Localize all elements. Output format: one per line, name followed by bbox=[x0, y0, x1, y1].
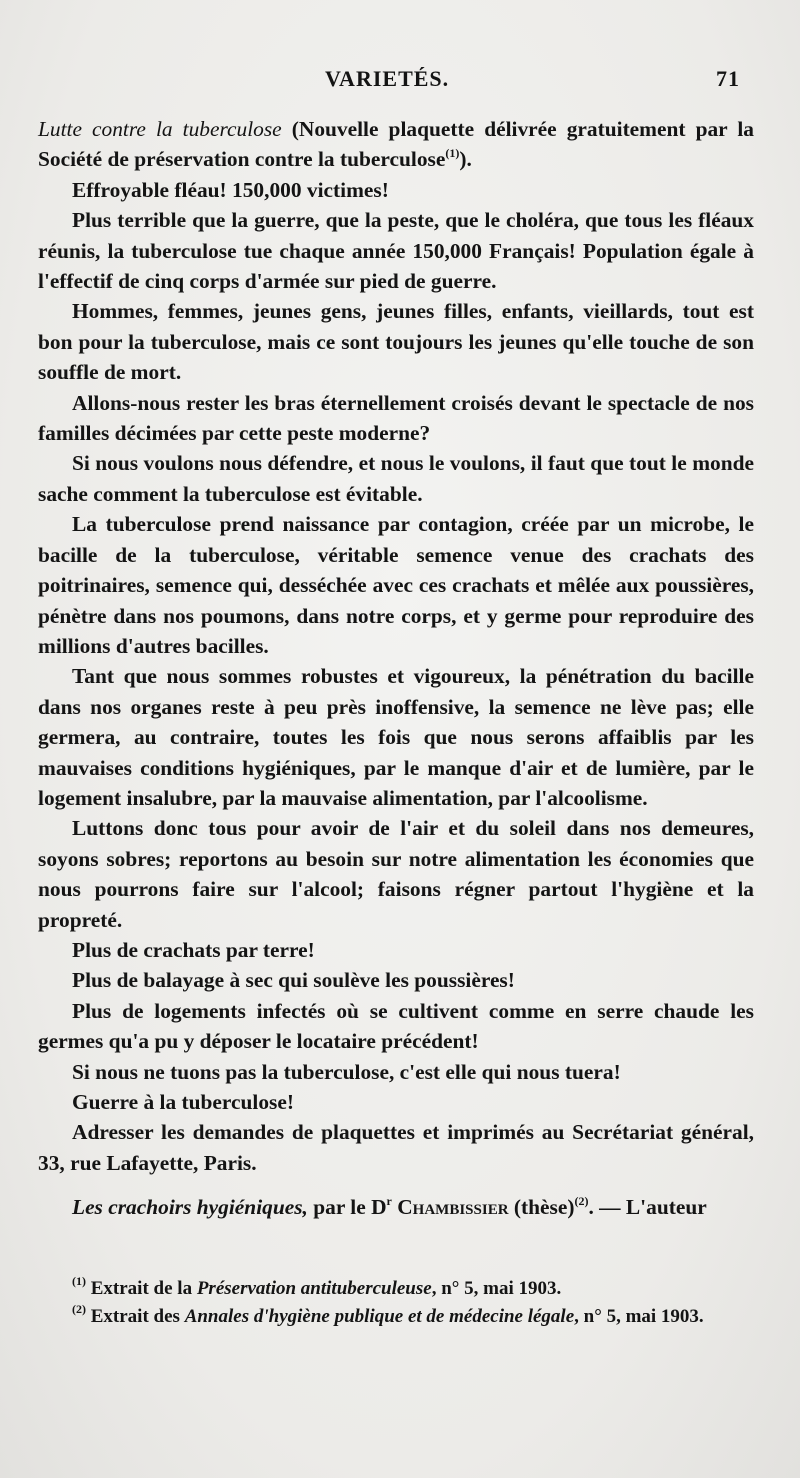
article-body bbox=[38, 114, 754, 1223]
paragraph: Allons-nous rester les bras éternellement croisés devant le spectacle de nos familles décimées par cette peste moderne? bbox=[38, 390, 754, 446]
page-header bbox=[40, 66, 740, 102]
article-subtitle: (Nouvelle plaquette délivrée gratuitement par la Société de préservation contre la tuberculose bbox=[38, 117, 754, 172]
paragraph: Tant que nous sommes robustes et vigoureux, la pénétration du bacille dans nos organes reste à peu près inoffensive, la semence ne lève pas; elle germera, au contraire, toutes les fois que nous serons affaiblis par les mauvaises conditions hygiéniques, par le manque d'air et de lumière, par le logement insalubre, par la mauvaise alimentation, par l'alcoolisme. bbox=[38, 664, 754, 810]
paragraph: La tuberculose prend naissance par contagion, créée par un microbe, le bacille de la tuberculose, véritable semence venue des crachats des poitrinaires, semence qui, desséchée avec ces crachats et mêlée aux poussières, pénètre dans nos poumons, dans notre corps, et y germe pour reproduire des millions d'autres bacilles. bbox=[38, 512, 754, 658]
paragraph: Effroyable fléau! 150,000 victimes! bbox=[72, 177, 389, 202]
second-article-title: Les crachoirs hygiéniques, bbox=[72, 1195, 308, 1220]
page-number: 71 bbox=[716, 66, 740, 91]
paragraph: Luttons donc tous pour avoir de l'air et du soleil dans nos demeures, soyons sobres; reportons au besoin sur notre alimentation les économies que nous pourrons faire sur l'alcool; faisons régner partout l'hygiène et la propreté. bbox=[38, 816, 754, 932]
paragraph: Plus de crachats par terre! bbox=[72, 937, 315, 962]
footnote: $^{(2)}$ Extrait des Annales d'hygiène publique et de médecine légale, n° 5, mai 1903. bbox=[72, 1302, 704, 1327]
paragraph: Plus de logements infectés où se cultivent comme en serre chaude les germes qu'a pu y déposer le locataire précédent! bbox=[38, 998, 754, 1054]
paragraph: Guerre à la tuberculose! bbox=[72, 1090, 294, 1114]
article-title: Lutte contre la tuberculose bbox=[38, 117, 282, 141]
footnote-ref: (2) bbox=[574, 1194, 589, 1209]
footnote-ref: (1) bbox=[445, 146, 460, 161]
article-title-line bbox=[38, 114, 754, 175]
paragraph: Si nous voulons nous défendre, et nous le voulons, il faut que tout le monde sache comment la tuberculose est évitable. bbox=[38, 451, 754, 506]
paragraph: Plus terrible que la guerre, que la peste, que le choléra, que tous les fléaux réunis, la tuberculose tue chaque année 150,000 Français! Population égale à l'effectif de cinq corps d'armée sur pied de guerre. bbox=[38, 208, 754, 294]
paragraph: Si nous ne tuons pas la tuberculose, c'est elle qui nous tuera! bbox=[72, 1059, 621, 1084]
footnotes bbox=[38, 1275, 754, 1331]
paragraph: Plus de balayage à sec qui soulève les poussières! bbox=[72, 968, 515, 993]
article-subtitle-end: ). bbox=[459, 147, 472, 172]
author-name: Chambissier bbox=[397, 1195, 509, 1220]
paragraph: Adresser les demandes de plaquettes et imprimés au Secrétariat général, 33, rue Lafayette, Paris. bbox=[38, 1120, 754, 1175]
second-article-heading: Les crachoirs hygiéniques, par le $D^r$ Chambissier (thèse)$^{(2)}$. — L'auteur bbox=[72, 1194, 707, 1220]
paragraph: Hommes, femmes, jeunes gens, jeunes filles, enfants, vieillards, tout est bon pour la tuberculose, mais ce sont toujours les jeunes qu'elle touche de son souffle de mort. bbox=[38, 299, 754, 385]
footnote: $^{(1)}$ Extrait de la Préservation antituberculeuse, n° 5, mai 1903. bbox=[72, 1274, 562, 1299]
running-title: VARIETÉS. bbox=[325, 66, 450, 91]
